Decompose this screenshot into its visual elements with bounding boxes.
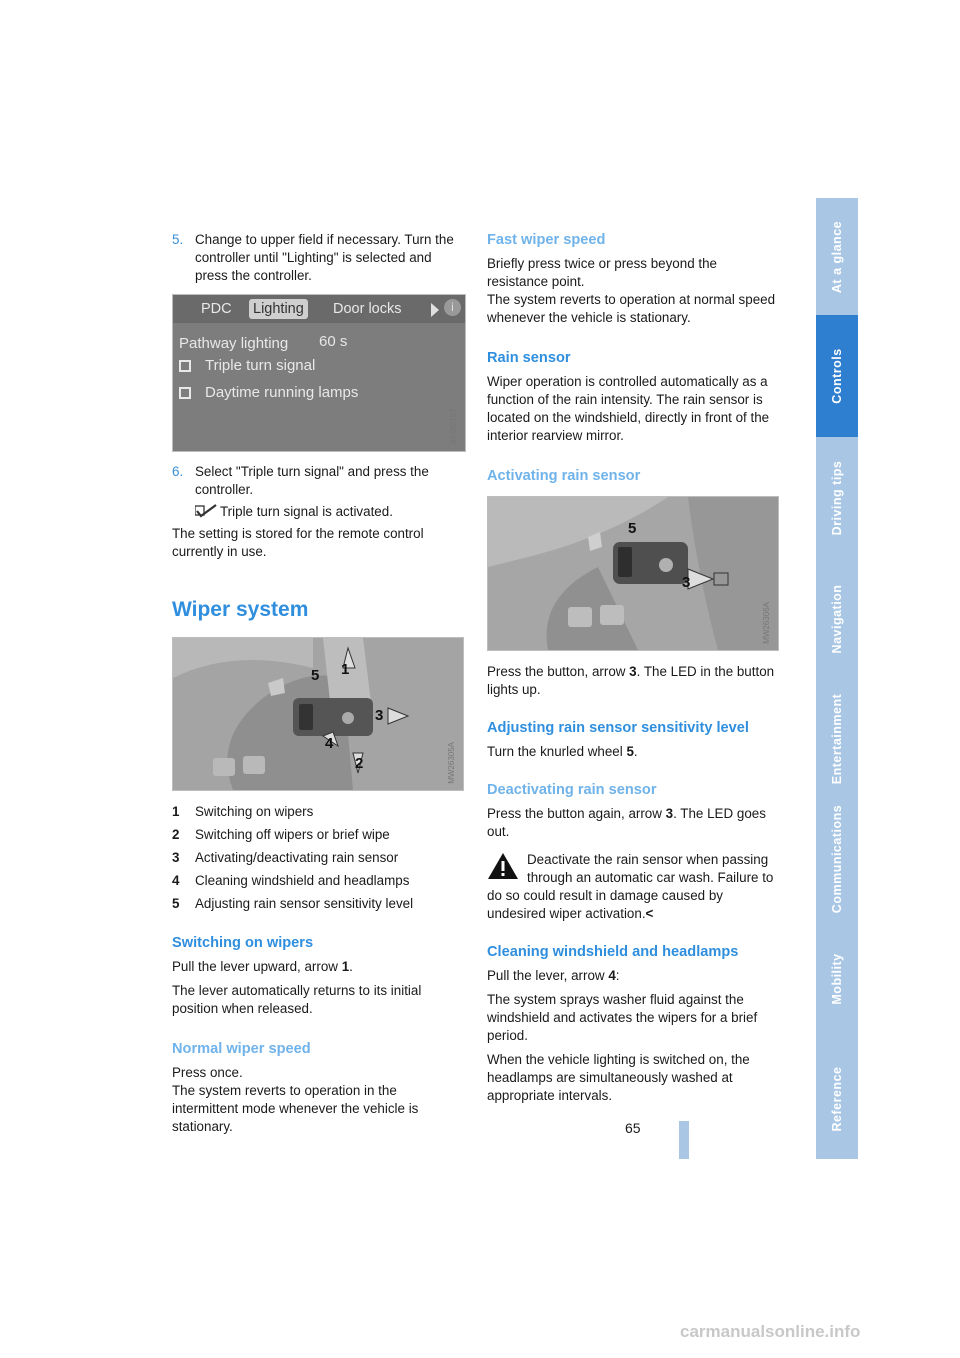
figure-code: MW26305A <box>447 742 456 784</box>
figure-code: MW26306A <box>762 602 771 644</box>
cleaning-title: Cleaning windshield and headlamps <box>487 944 739 960</box>
side-tab-entertainment[interactable]: Entertainment <box>816 679 858 801</box>
legend-item: 5 Adjusting rain sensor sensitivity level <box>172 896 414 911</box>
fast-speed-p2: The system reverts to operation at normal speed whenever the vehicle is stationary. <box>487 292 776 325</box>
footer-watermark: carmanualsonline.info <box>680 1322 861 1341</box>
fast-speed-p1: Briefly press twice or press beyond the resistance point. <box>487 256 717 289</box>
svg-text:1: 1 <box>341 661 350 678</box>
warning-note: Deactivate the rain sensor when passing through an automatic car wash. Failure to do so could result in damage caused by undesired wiper activation.< <box>487 852 774 921</box>
wiper-system-title: Wiper system <box>172 598 309 621</box>
stored-note: The setting is stored for the remote control currently in use. <box>172 526 424 559</box>
deactivating-title: Deactivating rain sensor <box>487 782 657 798</box>
page-number: 65 <box>625 1120 641 1136</box>
step-6-result: Triple turn signal is activated. <box>172 503 464 521</box>
side-tab-at-a-glance[interactable]: At a glance <box>816 198 858 317</box>
pathway-lighting-value: 60 s <box>319 333 348 350</box>
rain-sensor-figure <box>487 496 779 651</box>
page-number-bar <box>679 1121 689 1159</box>
menu-tab-door-locks: Door locks <box>333 301 402 317</box>
activating-title: Activating rain sensor <box>487 468 641 484</box>
svg-text:5: 5 <box>628 520 637 537</box>
switching-on-title: Switching on wipers <box>172 935 314 951</box>
step-6: 6. Select "Triple turn signal" and press the controller. <box>172 464 429 497</box>
side-tab-controls[interactable]: Controls <box>816 315 858 439</box>
checkbox-icon <box>179 360 191 372</box>
normal-speed-title: Normal wiper speed <box>172 1041 311 1057</box>
cleaning-p3: When the vehicle lighting is switched on, the headlamps are simultaneously washed at appropriate intervals. <box>487 1052 750 1103</box>
rain-sensor-illustration <box>488 497 779 650</box>
activating-p1: Press the button, arrow 3. The LED in the button lights up. <box>487 664 775 697</box>
triple-turn-signal-row: Triple turn signal <box>179 357 315 375</box>
legend-item: 4 Cleaning windshield and headlamps <box>172 873 410 888</box>
normal-speed-p1: Press once. <box>172 1065 243 1080</box>
fast-speed-title: Fast wiper speed <box>487 232 606 248</box>
checkmark-icon <box>195 504 217 518</box>
legend-item: 3 Activating/deactivating rain sensor <box>172 850 399 865</box>
step-5: 5. Change to upper field if necessary. Turn the controller until "Lighting" is selected and press the controller. <box>172 232 454 283</box>
figure-code: JR-06/15T <box>449 407 458 445</box>
legend-item: 2 Switching off wipers or brief wipe <box>172 827 390 842</box>
deactivating-p1: Press the button again, arrow 3. The LED goes out. <box>487 806 766 839</box>
menu-tab-pdc: PDC <box>201 301 232 317</box>
side-tab-driving-tips[interactable]: Driving tips <box>816 437 858 561</box>
switching-on-p1: Pull the lever upward, arrow 1. <box>172 959 353 974</box>
svg-text:3: 3 <box>682 574 691 591</box>
adjusting-p1: Turn the knurled wheel 5. <box>487 744 638 759</box>
adjusting-title: Adjusting rain sensor sensitivity level <box>487 720 749 736</box>
idrive-lighting-screen <box>172 294 466 452</box>
cleaning-p2: The system sprays washer fluid against the windshield and activates the wipers for a brief period. <box>487 992 758 1043</box>
side-tab-communications[interactable]: Communications <box>816 799 858 921</box>
svg-text:5: 5 <box>311 667 320 684</box>
svg-text:2: 2 <box>355 755 364 772</box>
info-icon: i <box>444 299 461 316</box>
rain-sensor-p1: Wiper operation is controlled automatically as a function of the rain intensity. The rain sensor is located on the windshield, directly in front of the interior rearview mirror. <box>487 374 770 443</box>
side-tab-mobility[interactable]: Mobility <box>816 919 858 1041</box>
arrow-right-icon <box>431 303 439 317</box>
pathway-lighting-label: Pathway lighting <box>179 335 289 352</box>
normal-speed-p2: The system reverts to operation in the intermittent mode whenever the vehicle is stationary. <box>172 1083 419 1134</box>
checkbox-icon <box>179 387 191 399</box>
rain-sensor-title: Rain sensor <box>487 350 571 366</box>
cleaning-p1: Pull the lever, arrow 4: <box>487 968 620 983</box>
warning-icon <box>487 852 519 880</box>
wiper-legend <box>172 803 464 913</box>
right-column <box>487 231 779 1111</box>
side-tab-reference[interactable]: Reference <box>816 1039 858 1161</box>
svg-text:4: 4 <box>325 735 334 752</box>
svg-text:3: 3 <box>375 707 384 724</box>
side-tab-navigation[interactable]: Navigation <box>816 559 858 681</box>
wiper-lever-illustration <box>173 638 464 790</box>
menu-tab-lighting: Lighting <box>249 299 308 319</box>
left-column <box>172 231 464 1142</box>
switching-on-p2: The lever automatically returns to its initial position when released. <box>172 983 422 1016</box>
daytime-running-lamps-row: Daytime running lamps <box>179 384 358 402</box>
wiper-lever-figure <box>172 637 464 791</box>
legend-item: 1 Switching on wipers <box>172 804 314 819</box>
